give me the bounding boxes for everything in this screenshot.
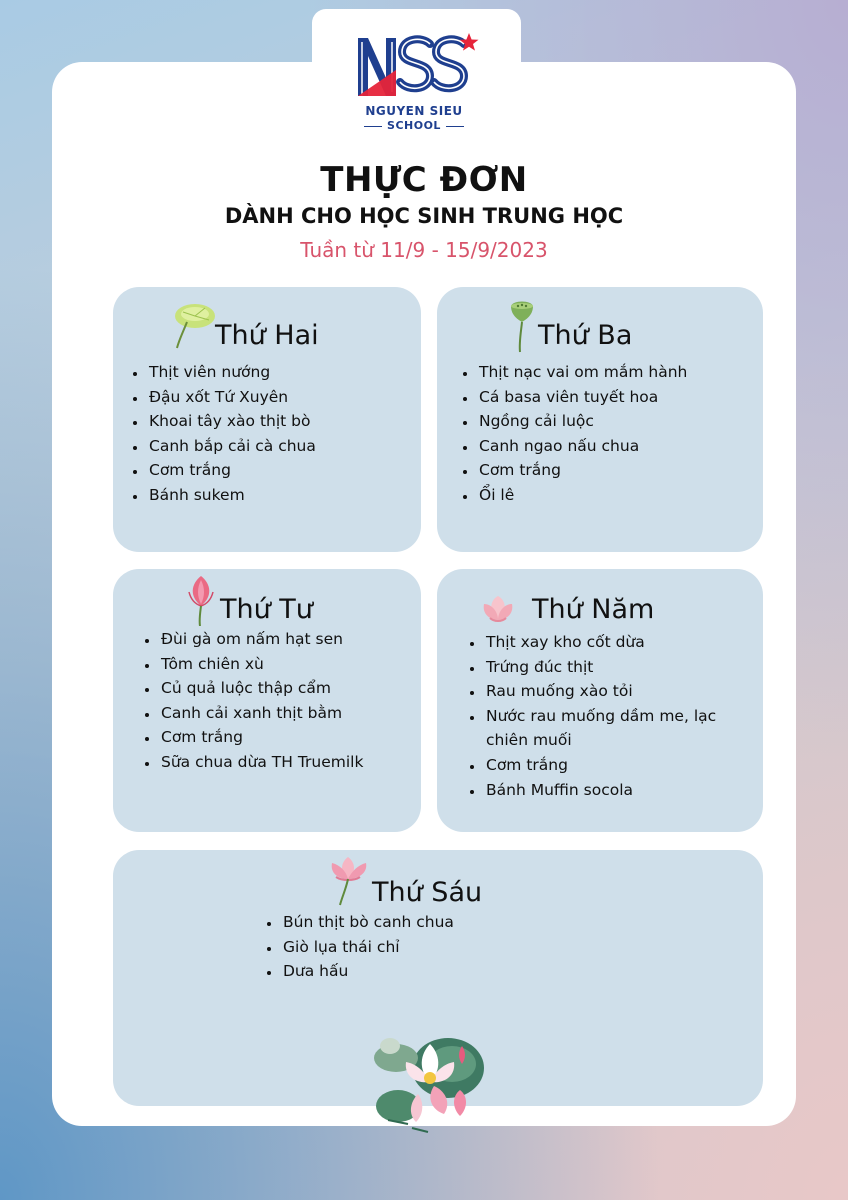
list-item: • Giò lụa thái chỉ	[281, 935, 454, 960]
lotus-bud-icon	[183, 574, 219, 626]
lotus-pod-icon	[505, 300, 539, 354]
list-item: • Cơm trắng	[484, 753, 744, 778]
page-subtitle: DÀNH CHO HỌC SINH TRUNG HỌC	[224, 204, 624, 228]
list-item: • Dưa hấu	[281, 959, 454, 984]
menu-list-thursday	[462, 630, 744, 802]
lotus-bloom-icon	[326, 855, 372, 907]
day-title-friday: Thứ Sáu	[372, 877, 483, 908]
day-title-thursday: Thứ Năm	[532, 594, 655, 625]
list-item: • Trứng đúc thịt	[484, 655, 744, 680]
school-sub: SCHOOL	[352, 119, 476, 132]
nss-logo-icon	[352, 30, 480, 104]
list-item: • Ổi lê	[477, 483, 687, 508]
lotus-bouquet-icon	[368, 1024, 492, 1136]
school-name: NGUYEN SIEU	[365, 104, 463, 118]
list-item: • Ngồng cải luộc	[477, 409, 687, 434]
list-item: • Tôm chiên xù	[159, 652, 363, 677]
list-item: • Cơm trắng	[147, 458, 316, 483]
list-item: • Nước rau muống dầm me, lạc chiên muối	[484, 704, 744, 753]
list-item: • Bánh sukem	[147, 483, 316, 508]
menu-list-monday	[125, 360, 316, 508]
day-title-tuesday: Thứ Ba	[538, 320, 633, 351]
menu-list-tuesday	[455, 360, 687, 508]
list-item: • Bún thịt bò canh chua	[281, 910, 454, 935]
list-item: • Cơm trắng	[477, 458, 687, 483]
list-item: • Canh bắp cải cà chua	[147, 434, 316, 459]
list-item: • Thịt nạc vai om mắm hành	[477, 360, 687, 385]
list-item: • Cơm trắng	[159, 725, 363, 750]
lotus-flower-icon	[478, 592, 518, 626]
week-range: Tuần từ 11/9 - 15/9/2023	[300, 238, 548, 262]
day-title-wednesday: Thứ Tư	[220, 594, 313, 625]
menu-list-friday	[259, 910, 454, 984]
list-item: • Thịt xay kho cốt dừa	[484, 630, 744, 655]
list-item: • Bánh Muffin socola	[484, 778, 744, 803]
day-title-monday: Thứ Hai	[215, 320, 319, 351]
school-logo	[352, 30, 480, 136]
list-item: • Đậu xốt Tứ Xuyên	[147, 385, 316, 410]
list-item: • Cá basa viên tuyết hoa	[477, 385, 687, 410]
list-item: • Rau muống xào tỏi	[484, 679, 744, 704]
list-item: • Đùi gà om nấm hạt sen	[159, 627, 363, 652]
list-item: • Thịt viên nướng	[147, 360, 316, 385]
list-item: • Củ quả luộc thập cẩm	[159, 676, 363, 701]
list-item: • Sữa chua dừa TH Truemilk	[159, 750, 363, 775]
list-item: • Canh cải xanh thịt bằm	[159, 701, 363, 726]
menu-list-wednesday	[137, 627, 363, 775]
page-title: THỰC ĐƠN	[320, 160, 528, 200]
list-item: • Canh ngao nấu chua	[477, 434, 687, 459]
lotus-leaf-icon	[165, 300, 217, 350]
list-item: • Khoai tây xào thịt bò	[147, 409, 316, 434]
